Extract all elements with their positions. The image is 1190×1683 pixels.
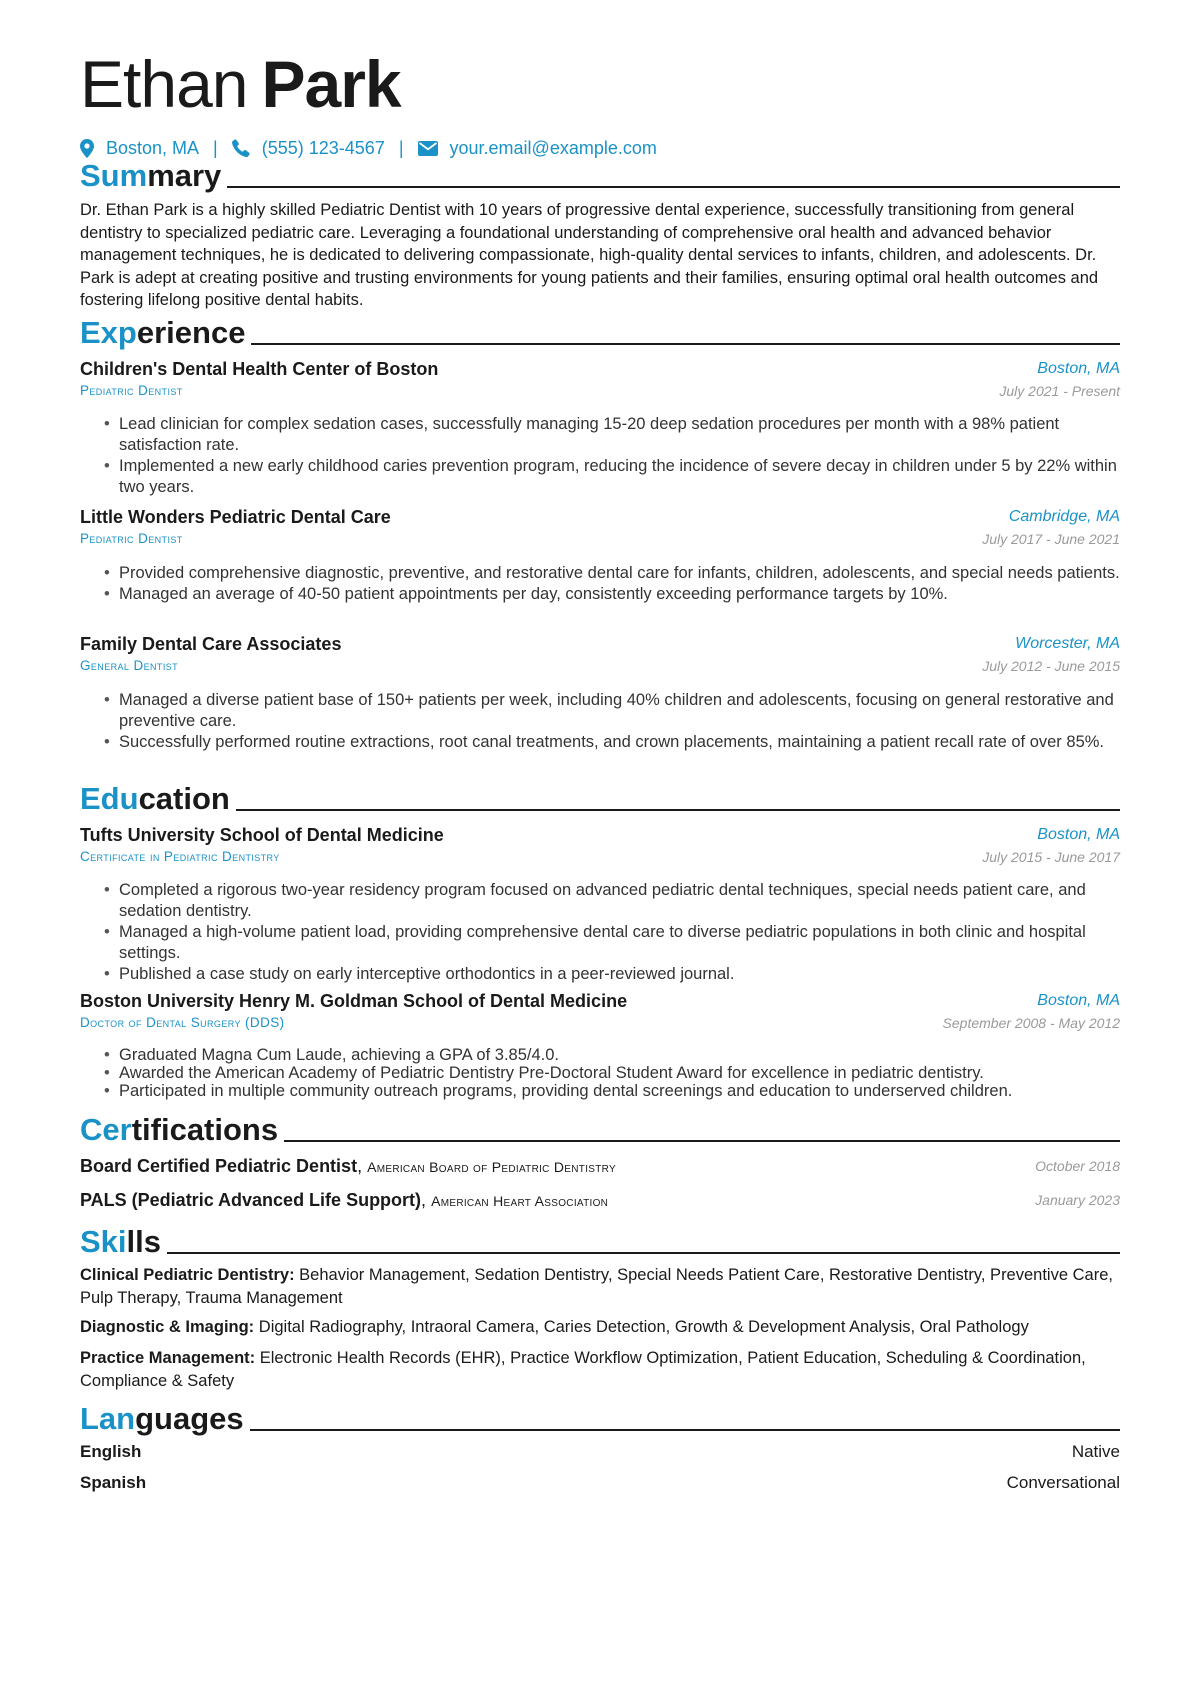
section-title: Skills — [80, 1224, 161, 1259]
language-name: English — [80, 1442, 142, 1461]
experience-location: Cambridge, MA — [1008, 508, 1120, 525]
bullet-item: • Lead clinician for complex sedation cases, successfully managing 15-20 deep sedation procedures per month with a 98% patient satisfaction rate. — [104, 414, 1120, 456]
experience-location: Boston, MA — [1037, 360, 1120, 377]
experience-org: Children's Dental Health Center of Boston — [80, 359, 439, 379]
skill-values: Behavior Management, Sedation Dentistry, Special Needs Patient Care, Restorative Dentistry, Preventive Care, Pulp Therapy, Trauma Management — [80, 1266, 1113, 1307]
certification-item: PALS (Pediatric Advanced Life Support), American Heart Association — [80, 1190, 609, 1210]
skill-label: Practice Management: — [80, 1349, 256, 1367]
bullet-item: • Managed an average of 40-50 patient appointments per day, consistently exceeding performance targets by 10%. — [104, 584, 1120, 605]
experience-dates: July 2017 - June 2021 — [982, 531, 1120, 547]
experience-role: Pediatric Dentist — [80, 383, 183, 398]
email-link: your.email@example.com — [449, 137, 657, 158]
skill-group — [80, 1316, 1120, 1339]
skill-values: Electronic Health Records (EHR), Practice Workflow Optimization, Patient Education, Scheduling & Coordination, Compliance & Safety — [80, 1349, 1086, 1390]
language-name: Spanish — [80, 1473, 147, 1492]
certification-date: January 2023 — [1035, 1192, 1120, 1208]
certification-issuer: American Board of Pediatric Dentistry — [367, 1159, 616, 1175]
section-languages — [80, 1397, 1120, 1437]
certification-name: PALS (Pediatric Advanced Life Support) — [80, 1190, 422, 1210]
section-rule — [236, 809, 1120, 811]
location-text: Boston, MA — [106, 137, 200, 158]
bullet-item: • Provided comprehensive diagnostic, preventive, and restorative dental care for infants, children, adolescents, and special needs patients. — [104, 563, 1120, 584]
summary-text: Dr. Ethan Park is a highly skilled Pediatric Dentist with 10 years of progressive dental experience, successfully transitioning from general dentistry to specialized pediatric care. Leveraging a foundational understanding of comprehensive oral health and advanced behavior management techniques, he is dedicated to delivering compassionate, high-quality dental services to infants, children, and adolescents. Dr. Park is adept at creating positive and trusting environments for young patients and their families, ensuring optimal oral health outcomes and fostering lifelong positive dental habits. — [80, 201, 1099, 310]
education-location: Boston, MA — [1037, 826, 1120, 843]
bullet-item: • Graduated Magna Cum Laude, achieving a GPA of 3.85/4.0. — [104, 1046, 1120, 1064]
section-rule — [167, 1252, 1120, 1254]
experience-dates: July 2012 - June 2015 — [982, 658, 1120, 674]
skill-label: Clinical Pediatric Dentistry: — [80, 1266, 295, 1284]
experience-bullets — [104, 414, 1120, 498]
education-org: Boston University Henry M. Goldman School of Dental Medicine — [80, 991, 628, 1011]
contact-separator: | — [398, 137, 404, 158]
bullet-item: • Awarded the American Academy of Pediatric Dentistry Pre-Doctoral Student Award for excellence in pediatric dentistry. — [104, 1064, 1120, 1082]
experience-role: Pediatric Dentist — [80, 531, 183, 546]
section-rule — [251, 343, 1120, 345]
education-bullets — [104, 880, 1120, 985]
section-title: Certifications — [80, 1112, 279, 1147]
experience-location: Worcester, MA — [1015, 635, 1120, 652]
skill-label: Diagnostic & Imaging: — [80, 1318, 255, 1336]
experience-bullets — [104, 563, 1120, 605]
bullet-item: • Participated in multiple community outreach programs, providing dental screenings and education to underserved children. — [104, 1082, 1120, 1100]
language-level: Conversational — [1006, 1473, 1120, 1492]
last-name: Park — [261, 47, 401, 121]
candidate-name — [80, 44, 401, 124]
section-skills — [80, 1220, 1120, 1260]
language-level: Native — [1071, 1442, 1120, 1461]
experience-dates: July 2021 - Present — [999, 383, 1120, 399]
certification-date: October 2018 — [1035, 1158, 1120, 1174]
education-degree: Certificate in Pediatric Dentistry — [80, 849, 280, 864]
bullet-item: • Managed a diverse patient base of 150+ patients per week, including 40% children and adolescents, focusing on general restorative and preventive care. — [104, 690, 1120, 732]
education-degree: Doctor of Dental Surgery (DDS) — [80, 1015, 285, 1030]
bullet-item: • Implemented a new early childhood caries prevention program, reducing the incidence of severe decay in children under 5 by 22% within two years. — [104, 456, 1120, 498]
experience-org: Little Wonders Pediatric Dental Care — [80, 507, 391, 527]
experience-org: Family Dental Care Associates — [80, 634, 342, 654]
education-dates: September 2008 - May 2012 — [942, 1015, 1120, 1031]
education-bullets — [104, 1046, 1120, 1100]
experience-role: General Dentist — [80, 658, 179, 673]
bullet-item: • Published a case study on early interceptive orthodontics in a peer-reviewed journal. — [104, 964, 1120, 985]
contact-separator: | — [213, 137, 218, 158]
education-location: Boston, MA — [1037, 992, 1120, 1009]
section-title: Summary — [80, 158, 222, 193]
section-rule — [227, 186, 1120, 188]
section-title: Experience — [80, 315, 246, 350]
education-org: Tufts University School of Dental Medicine — [80, 825, 444, 845]
skill-values: Digital Radiography, Intraoral Camera, Caries Detection, Growth & Development Analysis, Oral Pathology — [258, 1318, 1029, 1336]
bullet-item: • Managed a high-volume patient load, providing comprehensive dental care to diverse pediatric populations in both clinic and hospital settings. — [104, 922, 1120, 964]
first-name: Ethan — [80, 47, 248, 121]
section-summary — [80, 154, 1120, 194]
certification-name: Board Certified Pediatric Dentist — [80, 1156, 358, 1176]
section-rule — [284, 1140, 1120, 1142]
bullet-item: • Completed a rigorous two-year residency program focused on advanced pediatric dental techniques, special needs patient care, and sedation dentistry. — [104, 880, 1120, 922]
section-certifications — [80, 1108, 1120, 1148]
section-education — [80, 777, 1120, 817]
skill-group — [80, 1347, 1120, 1392]
section-rule — [250, 1429, 1120, 1431]
certification-issuer: American Heart Association — [431, 1193, 609, 1209]
section-title: Education — [80, 781, 230, 816]
section-experience — [80, 311, 1120, 351]
certification-item: Board Certified Pediatric Dentist, American Board of Pediatric Dentistry — [80, 1156, 616, 1176]
experience-bullets — [104, 690, 1120, 753]
skill-group — [80, 1264, 1120, 1309]
section-title: Languages — [80, 1401, 244, 1436]
bullet-item: • Successfully performed routine extractions, root canal treatments, and crown placements, maintaining a patient recall rate of over 85%. — [104, 732, 1120, 753]
phone-text: (555) 123-4567 — [261, 137, 385, 158]
education-dates: July 2015 - June 2017 — [982, 849, 1120, 865]
